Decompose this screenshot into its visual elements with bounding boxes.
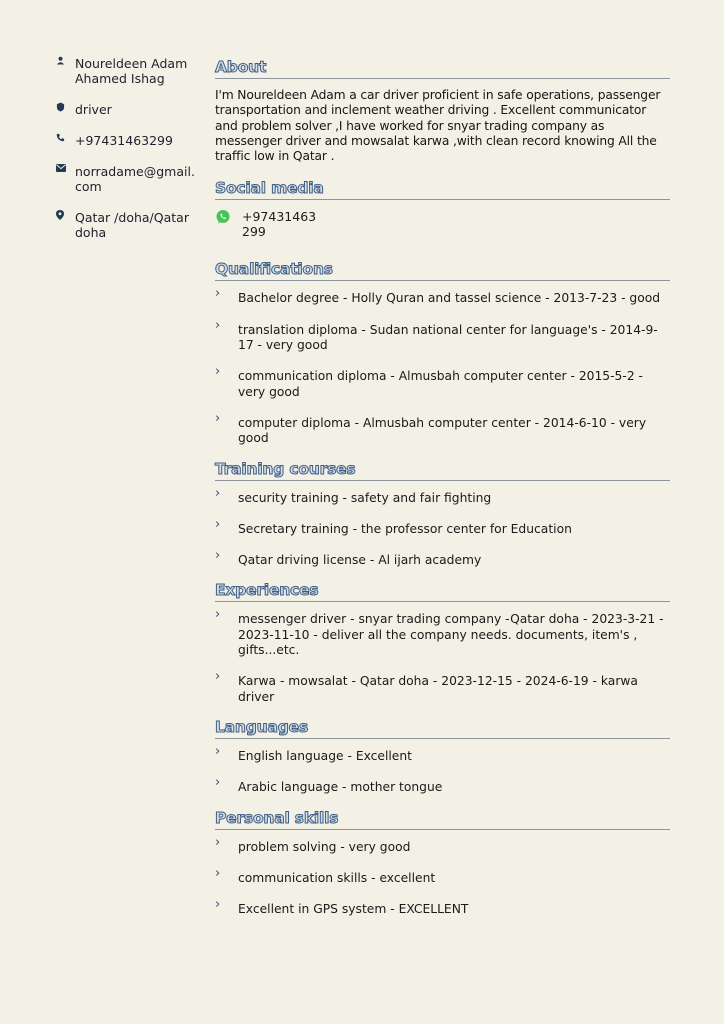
training-list [215,485,670,569]
experiences-list [215,607,670,704]
contact-job [56,102,196,117]
divider [215,829,670,830]
chevron-right-icon: › [215,897,221,913]
person-icon [56,56,75,65]
chevron-right-icon: › [215,485,221,501]
divider [215,738,670,739]
contact-name [56,56,196,86]
list-item-text: problem solving - very good [238,839,411,854]
list-item-text: Secretary training - the professor center for Education [238,521,572,536]
badge-icon [56,102,75,112]
qualifications-list [215,286,670,446]
languages-section [215,717,670,796]
list-item [215,516,670,537]
chevron-right-icon: › [215,743,221,759]
contact-phone [56,133,196,148]
whatsapp-icon [215,209,242,239]
contact-address [56,210,196,240]
list-item [215,743,670,764]
list-item [215,317,670,354]
contact-sidebar [56,56,196,240]
list-item-text: Arabic language - mother tongue [238,780,443,795]
phone-text: +97431463299 [75,133,173,148]
list-item [215,834,670,855]
list-item [215,286,670,306]
skills-section [215,808,670,918]
list-item [215,669,670,705]
list-item [215,485,670,506]
experiences-heading: Experiences [215,581,319,600]
chevron-right-icon: › [215,286,221,302]
about-section [215,57,670,164]
list-item-text: Excellent in GPS system - EXCELLENT [238,902,469,917]
chevron-right-icon: › [215,410,221,426]
list-item-text: messenger driver - snyar trading company -Qatar doha - 2023-3-21 - 2023-11-10 - deliver all the company needs. documents, item's , gifts...etc. [238,612,664,658]
job-text: driver [75,102,112,117]
email-text: norradame@gmail.com [75,164,195,194]
divider [215,78,670,79]
training-section [215,459,670,569]
contact-email [56,164,196,194]
list-item-text: translation diploma - Sudan national center for language's - 2014-9-17 - very good [238,322,658,353]
skills-list [215,834,670,918]
list-item [215,775,670,795]
chevron-right-icon: › [215,548,221,564]
list-item [215,548,670,568]
social-section [215,178,670,239]
chevron-right-icon: › [215,834,221,850]
divider [215,480,670,481]
divider [215,601,670,602]
chevron-right-icon: › [215,516,221,532]
chevron-right-icon: › [215,865,221,881]
location-pin-icon [56,210,75,220]
phone-icon [56,133,75,142]
list-item-text: Qatar driving license - Al ijarh academy [238,553,482,568]
qualifications-heading: Qualifications [215,260,333,279]
experiences-section [215,580,670,704]
name-text: Noureldeen Adam Ahamed Ishag [75,56,188,86]
list-item-text: communication skills - excellent [238,870,436,885]
list-item [215,607,670,658]
chevron-right-icon: › [215,364,221,380]
list-item [215,897,670,917]
list-item-text: Karwa - mowsalat - Qatar doha - 2023-12-15 - 2024-6-19 - karwa driver [238,674,638,704]
list-item [215,364,670,400]
languages-heading: Languages [215,717,308,736]
languages-list [215,743,670,796]
social-heading: Social media [215,179,324,198]
address-text: Qatar /doha/Qatar doha [75,210,189,240]
list-item [215,865,670,886]
about-text: I'm Noureldeen Adam a car driver proficient in safe operations, passenger transportation and inclement weather driving . Excellent communicator and problem solver ,I have worked for snyar trading company as messenger driver and mowsalat karwa ,with clean record knowing All the traffic low in Qatar . [215,88,661,164]
list-item-text: communication diploma - Almusbah computer center - 2015-5-2 - very good [238,369,643,399]
list-item-text: security training - safety and fair fighting [238,490,492,505]
chevron-right-icon: › [215,669,221,685]
chevron-right-icon: › [215,775,221,791]
list-item-text: Bachelor degree - Holly Quran and tassel science - 2013-7-23 - good [238,291,661,306]
list-item-text: English language - Excellent [238,748,412,763]
qualifications-section [215,259,670,446]
training-heading: Training courses [215,459,356,478]
chevron-right-icon: › [215,607,221,623]
chevron-right-icon: › [215,317,221,333]
list-item-text: computer diploma - Almusbah computer center - 2014-6-10 - very good [238,415,647,446]
whatsapp-contact [215,209,670,239]
skills-heading: Personal skills [215,808,339,827]
envelope-icon [56,164,75,172]
divider [215,199,670,200]
divider [215,280,670,281]
whatsapp-number: +97431463 299 [242,209,317,240]
main-content [215,57,670,917]
list-item [215,410,670,447]
about-heading: About [215,58,267,76]
